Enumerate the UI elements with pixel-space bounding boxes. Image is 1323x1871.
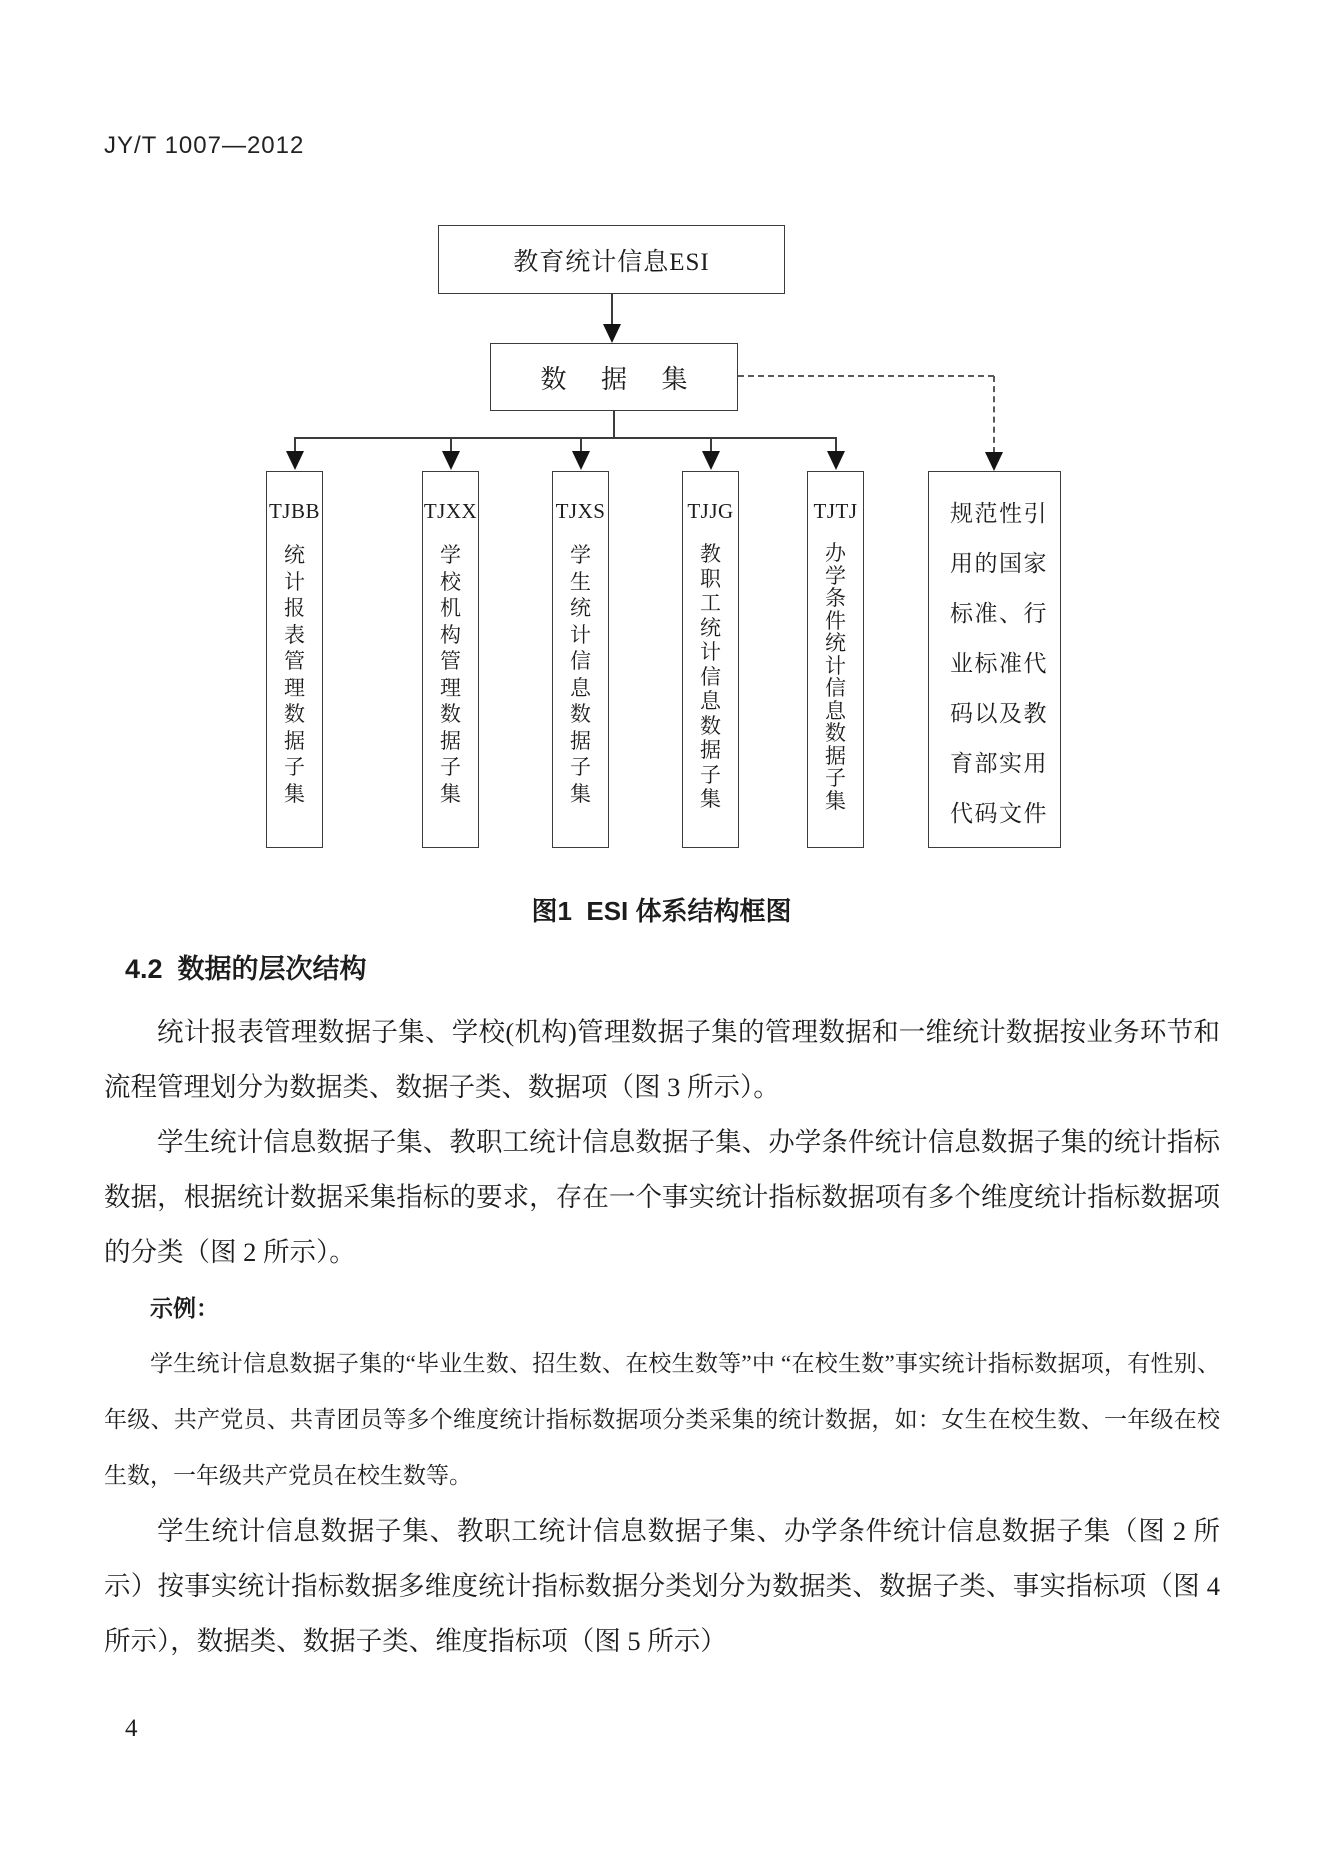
subset-label-vertical: 统 计 报 表 管 理 数 据 子 集 <box>284 543 305 806</box>
example-text: 学生统计信息数据子集的“毕业生数、招生数、在校生数等”中 “在校生数”事实统计指标数据项，有性别、年级、共产党员、共青团员等多个维度统计指标数据项分类采集的统计数据，如：女生在校生数、一年级在校生数，一年级共产党员在校生数等。 <box>104 1351 1220 1488</box>
arrow-down-icon <box>442 451 460 470</box>
connector-subset-1 <box>294 437 296 452</box>
subset-code: TJJG <box>687 499 734 523</box>
connector-dataset-branch <box>613 411 615 438</box>
connector-root-dataset <box>611 294 613 325</box>
subset-label-vertical: 教 职 工 统 计 信 息 数 据 子 集 <box>700 542 721 811</box>
connector-subset-5 <box>835 437 837 452</box>
subset-label-vertical: 学 校 机 构 管 理 数 据 子 集 <box>440 543 461 806</box>
subset-box-tjjg <box>682 471 739 848</box>
figure-caption: 图1 ESI 体系结构框图 <box>531 896 792 926</box>
dataset-box <box>490 343 738 411</box>
subset-box-tjtj <box>807 471 864 848</box>
subset-label-vertical: 学 生 统 计 信 息 数 据 子 集 <box>570 543 591 806</box>
connector-subset-2 <box>450 437 452 452</box>
subset-box-tjxx <box>422 471 479 848</box>
subset-box-tjxs <box>552 471 609 848</box>
paragraph: 统计报表管理数据子集、学校(机构)管理数据子集的管理数据和一维统计数据按业务环节和流程管理划分为数据类、数据子类、数据项（图 3 所示）。 <box>104 1017 1220 1102</box>
reference-box: 规范性引用的国家标准、行业标准代码以及教育部实用代码文件 <box>928 471 1061 848</box>
paragraph: 学生统计信息数据子集、教职工统计信息数据子集、办学条件统计信息数据子集（图 2 所示）按事实统计指标数据多维度统计指标数据分类划分为数据类、数据子类、事实指标项（图 4 所示），数据类、数据子类、维度指标项（图 5 所示） <box>104 1516 1220 1656</box>
arrow-down-icon <box>286 451 304 470</box>
paragraph: 学生统计信息数据子集、教职工统计信息数据子集、办学条件统计信息数据子集的统计指标数据，根据统计数据采集指标的要求，存在一个事实统计指标数据项有多个维度统计指标数据项的分类（图 2 所示）。 <box>104 1127 1220 1267</box>
root-box-label: 教育统计信息ESI <box>513 248 710 276</box>
connector-subset-3 <box>580 437 582 452</box>
page-number: 4 <box>125 1715 138 1742</box>
arrow-down-icon <box>827 451 845 470</box>
example-label: 示例： <box>150 1295 219 1321</box>
subset-code: TJXS <box>555 499 606 523</box>
connector-subset-4 <box>710 437 712 452</box>
connector-dashed-horizontal <box>738 375 994 377</box>
dataset-box-label: 数 据 集 <box>540 364 702 394</box>
section-body <box>104 1005 1220 1669</box>
arrow-down-icon <box>572 451 590 470</box>
doc-code: JY/T 1007—2012 <box>104 132 305 159</box>
arrow-down-icon <box>603 324 621 343</box>
subset-label-vertical: 办 学 条 件 统 计 信 息 数 据 子 集 <box>825 541 846 813</box>
branch-line <box>294 437 836 439</box>
subset-code: TJBB <box>268 499 320 523</box>
root-box <box>438 225 785 294</box>
subset-box-tjbb <box>266 471 323 848</box>
subset-code: TJTJ <box>813 499 858 523</box>
arrow-down-icon <box>702 451 720 470</box>
arrow-down-icon <box>985 452 1003 471</box>
section-heading: 4.2 数据的层次结构 <box>125 954 367 984</box>
subset-code: TJXX <box>423 499 478 523</box>
connector-dashed-vertical <box>993 376 995 453</box>
